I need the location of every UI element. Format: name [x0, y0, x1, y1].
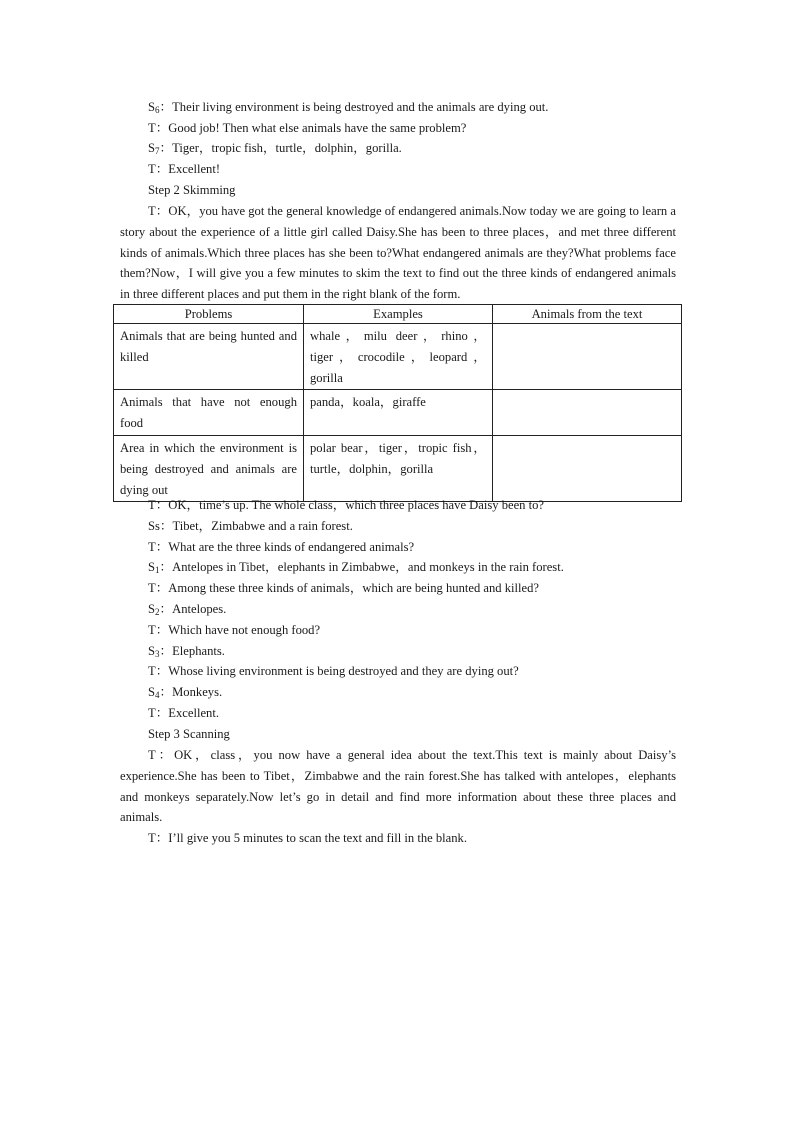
examples-cell: whale，milu deer，rhino，tiger，crocodile，leopard，gorilla: [304, 324, 493, 390]
utterance: ：Their living environment is being destroyed and the animals are dying out.: [159, 100, 549, 114]
speaker: S: [148, 100, 156, 114]
utterance: ：Antelopes.: [159, 602, 227, 616]
dialogue-line: [148, 706, 219, 721]
examples-cell: polar bear，tiger，tropic fish，turtle，dolphin，gorilla: [304, 435, 493, 501]
speaker: T: [148, 831, 156, 845]
speaker: T: [148, 540, 156, 554]
dialogue-line: [148, 162, 220, 177]
speaker-number: 7: [155, 146, 160, 156]
speaker-number: 6: [155, 105, 160, 115]
scanning-paragraph: T：OK，class，you now have a general idea about the text.This text is mainly about Daisy’s experience.She has been to Tibet，Zimbabwe and the rain forest.She has talked with antelopes，elephants and monkeys separately.Now let’s go in detail and find more information about these three places and animals.: [120, 748, 676, 825]
utterance: ：OK，time’s up. The whole class，which three places have Daisy been to?: [155, 498, 545, 512]
heading-text: Step 2 Skimming: [148, 183, 236, 197]
utterance: ：Antelopes in Tibet，elephants in Zimbabwe，and monkeys in the rain forest.: [159, 560, 564, 574]
animals-form-table: [113, 304, 682, 502]
speaker: Ss: [148, 519, 160, 533]
dialogue-line: [148, 581, 539, 596]
header-problems: Problems: [114, 305, 304, 324]
speaker: T: [148, 623, 156, 637]
speaker: T: [148, 664, 156, 678]
step-heading: [148, 727, 230, 742]
speaker: S: [148, 644, 156, 658]
dialogue-line: [148, 644, 225, 659]
speaker: T: [148, 581, 156, 595]
dialogue-line: [148, 664, 519, 679]
answer-blank-cell[interactable]: [493, 435, 682, 501]
examples-cell: panda，koala，giraffe: [304, 390, 493, 436]
speaker: T: [148, 162, 156, 176]
speaker-number: 1: [155, 565, 160, 575]
problem-cell: Animals that are being hunted and killed: [114, 324, 304, 390]
speaker: T: [148, 706, 156, 720]
dialogue-line: [148, 498, 544, 513]
dialogue-line: [148, 560, 564, 575]
speaker-number: 2: [155, 607, 160, 617]
utterance: ：What are the three kinds of endangered animals?: [155, 540, 415, 554]
speaker: S: [148, 141, 156, 155]
dialogue-line: [148, 685, 222, 700]
dialogue-line: [148, 602, 226, 617]
dialogue-line: [148, 540, 414, 555]
utterance: ：Monkeys.: [159, 685, 223, 699]
speaker: S: [148, 602, 156, 616]
step-heading: [148, 183, 235, 198]
utterance: ：Which have not enough food?: [155, 623, 321, 637]
table-row: [114, 390, 682, 436]
utterance: ：Good job! Then what else animals have the same problem?: [155, 121, 467, 135]
utterance: ：Tiger，tropic fish，turtle，dolphin，gorilla.: [159, 141, 402, 155]
answer-blank-cell[interactable]: [493, 324, 682, 390]
speaker-number: 3: [155, 649, 160, 659]
utterance: ：Among these three kinds of animals，which are being hunted and killed?: [155, 581, 540, 595]
utterance: ：Whose living environment is being destroyed and they are dying out?: [155, 664, 519, 678]
utterance: ：Excellent.: [155, 706, 219, 720]
heading-text: Step 3 Scanning: [148, 727, 230, 741]
dialogue-line: [148, 519, 353, 534]
problem-cell: Area in which the environment is being destroyed and animals are dying out: [114, 435, 304, 501]
speaker: S: [148, 560, 156, 574]
utterance: ：Excellent!: [155, 162, 221, 176]
dialogue-line: [148, 623, 320, 638]
table-row: [114, 324, 682, 390]
speaker: T: [148, 498, 156, 512]
problem-cell: Animals that have not enough food: [114, 390, 304, 436]
dialogue-line: [148, 831, 467, 846]
header-examples: Examples: [304, 305, 493, 324]
dialogue-line: [148, 141, 402, 156]
answer-blank-cell[interactable]: [493, 390, 682, 436]
speaker: T: [148, 121, 156, 135]
utterance: ：Tibet，Zimbabwe and a rain forest.: [159, 519, 353, 533]
skimming-paragraph: T：OK，you have got the general knowledge of endangered animals.Now today we are going to learn a story about the experience of a little girl called Daisy.She has been to three places，and met three different kinds of animals.Which three places has she been to?What endangered animals are they?What problems face them?Now，I will give you a few minutes to skim the text to find out the three kinds of endangered animals in three different places and put them in the right blank of the form.: [120, 204, 676, 302]
table-header-row: [114, 305, 682, 324]
dialogue-line: [148, 100, 548, 115]
table-row: [114, 435, 682, 501]
utterance: ：Elephants.: [159, 644, 225, 658]
speaker: S: [148, 685, 156, 699]
header-animals-from-text: Animals from the text: [493, 305, 682, 324]
speaker-number: 4: [155, 690, 160, 700]
utterance: ：I’ll give you 5 minutes to scan the text and fill in the blank.: [155, 831, 467, 845]
dialogue-line: [148, 121, 466, 136]
